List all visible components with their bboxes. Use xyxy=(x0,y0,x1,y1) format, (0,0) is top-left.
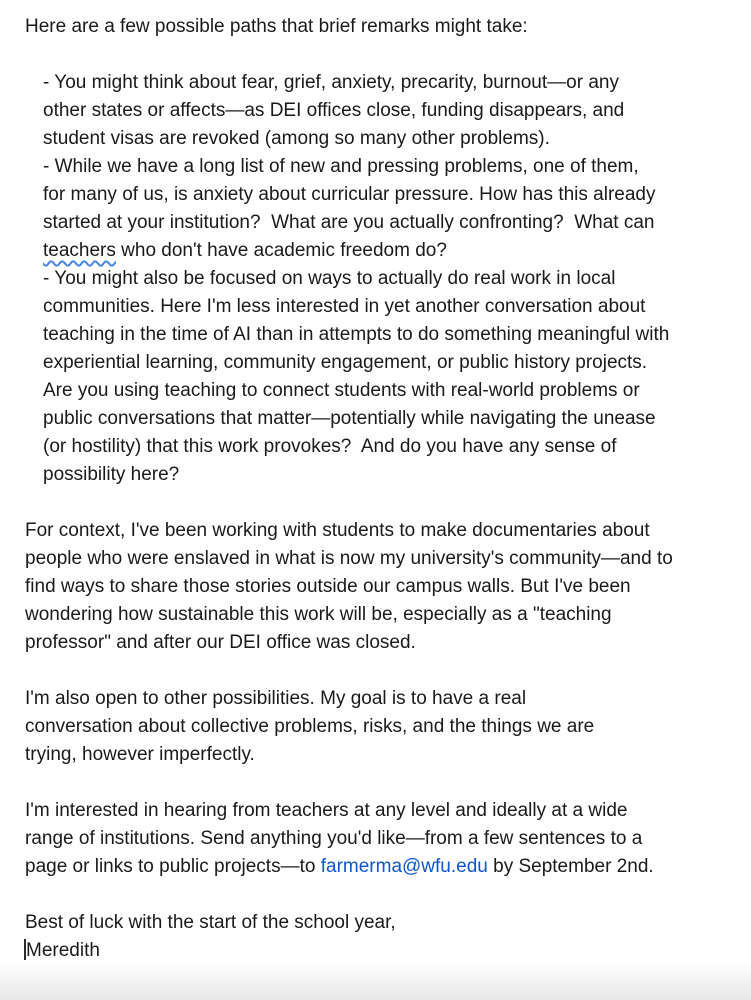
text-line: student visas are revoked (among so many other problems). xyxy=(43,128,550,149)
closing-line: Best of luck with the start of the school year, xyxy=(25,912,396,933)
text-line: other states or affects—as DEI offices close, funding disappears, and xyxy=(43,100,625,121)
text-line: for many of us, is anxiety about curricular pressure. How has this already xyxy=(43,184,656,205)
signature-line xyxy=(25,937,743,965)
email-link[interactable]: farmerma@wfu.edu xyxy=(320,856,488,877)
text-line: trying, however imperfectly. xyxy=(25,744,255,765)
text-line: experiential learning, community engagement, or public history projects. xyxy=(43,352,648,373)
signoff-block xyxy=(25,909,743,965)
text-line: - You might think about fear, grief, anxiety, precarity, burnout—or any xyxy=(43,72,619,93)
text-line: For context, I've been working with students to make documentaries about xyxy=(25,520,650,541)
text-line-with-spellcheck xyxy=(43,237,743,265)
text-line: people who were enslaved in what is now my university's community—and to xyxy=(25,548,673,569)
text-line: communities. Here I'm less interested in yet another conversation about xyxy=(43,296,646,317)
blank-line xyxy=(25,489,743,517)
text-line: find ways to share those stories outside our campus walls. But I've been xyxy=(25,576,631,597)
text-line: I'm interested in hearing from teachers at any level and ideally at a wide xyxy=(25,800,628,821)
signature-text: Meredith xyxy=(26,940,100,961)
text-line: - You might also be focused on ways to actually do real work in local xyxy=(43,268,616,289)
text-line: teaching in the time of AI than in attempts to do something meaningful with xyxy=(43,324,670,345)
text-segment: by September 2nd. xyxy=(487,856,654,877)
text-segment: who don't have academic freedom do? xyxy=(115,240,447,261)
context-paragraph xyxy=(25,517,743,657)
text-line: public conversations that matter—potentially while navigating the unease xyxy=(43,408,656,429)
text-line: range of institutions. Send anything you'd like—from a few sentences to a xyxy=(25,828,643,849)
possibilities-paragraph xyxy=(25,685,743,769)
blank-line xyxy=(25,657,743,685)
text-line: wondering how sustainable this work will be, especially as a "teaching xyxy=(25,604,612,625)
blank-line xyxy=(25,881,743,909)
bulleted-list-block xyxy=(43,69,743,489)
text-line: - While we have a long list of new and pressing problems, one of them, xyxy=(43,156,639,177)
spellcheck-flagged-word[interactable]: teachers xyxy=(43,240,116,261)
text-line: Are you using teaching to connect students with real-world problems or xyxy=(43,380,640,401)
text-line: professor" and after our DEI office was closed. xyxy=(25,632,416,653)
text-segment: page or links to public projects—to xyxy=(25,856,321,877)
text-line: possibility here? xyxy=(43,464,180,485)
intro-line: Here are a few possible paths that brief remarks might take: xyxy=(25,16,528,37)
blank-line xyxy=(25,769,743,797)
window-bottom-edge xyxy=(0,962,751,1000)
text-line: I'm also open to other possibilities. My goal is to have a real xyxy=(25,688,527,709)
blank-line xyxy=(25,41,743,69)
text-line-with-link xyxy=(25,853,743,881)
text-line: conversation about collective problems, risks, and the things we are xyxy=(25,716,595,737)
call-for-submissions-paragraph xyxy=(25,797,743,881)
text-line: (or hostility) that this work provokes? And do you have any sense of xyxy=(43,436,617,457)
text-line: started at your institution? What are you actually confronting? What can xyxy=(43,212,655,233)
